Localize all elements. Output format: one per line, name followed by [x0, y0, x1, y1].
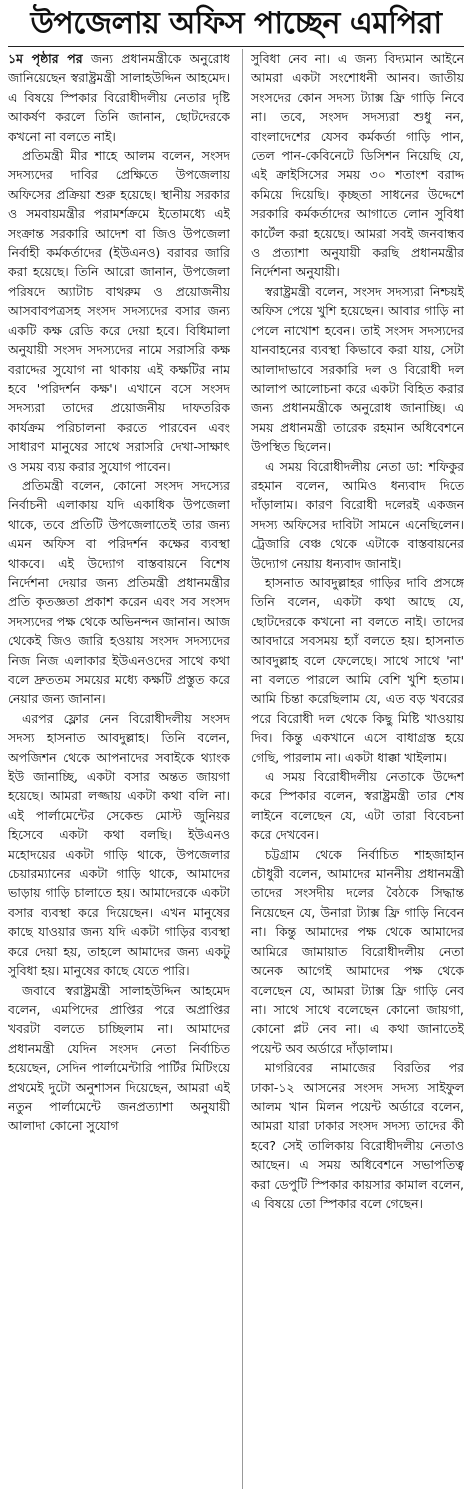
paragraph: এ সময় বিরোধীদলীয় নেতাকে উদ্দেশ করে স্পিকার বলেন, স্বরাষ্ট্রমন্ত্রী তার শেষ লাইনে বলেছেন যে, এটা তারা বিবেচনা করে দেখবেন।	[251, 769, 464, 843]
paragraph: স্বরাষ্ট্রমন্ত্রী বলেন, সংসদ সদস্যরা নিশ্চয়ই অফিস পেয়ে খুশি হয়েছেন। আবার গাড়ি না পেলে নাখোশ হবেন। তাই সংসদ সদস্যদের যানবাহনের ব্যবস্থা কিভাবে করা যায়, সেটা আলাদাভাবে সরকারি দল ও বিরোধী দল আলাপ আলোচনা করে একটা বিহিত করার জন্য প্রধানমন্ত্রীকে অনুরোধ জানাচ্ছি। এ সময় প্রধানমন্ত্রী তারেক রহমান অধিবেশনে উপস্থিত ছিলেন।	[251, 283, 464, 455]
paragraph: জবাবে স্বরাষ্ট্রমন্ত্রী সালাহউদ্দিন আহমেদ বলেন, এমপিদের প্রাপ্তির পরে অপ্রাপ্তির খবরটা বলতে চাচ্ছিলাম না। আমাদের প্রধানমন্ত্রী যেদিন সংসদ নেতা নির্বাচিত হয়েছেন, সেদিন পার্লামেন্টারি পার্টির মিটিংয়ে প্রথমেই দুটো অনুশাসন দিয়েছেন, আমরা এই নতুন পার্লামেন্টে জনপ্রত্যাশা অনুযায়ী আলাদা কোনো সুযোগ	[8, 982, 230, 1134]
column-left	[8, 49, 230, 1489]
headline: উপজেলায় অফিস পাচ্ছেন এমপিরা	[8, 4, 464, 47]
paragraph: মাগরিবের নামাজের বিরতির পর ঢাকা-১২ আসনের সংসদ সদস্য সাইফুল আলম খান মিলন পয়েন্ট অর্ডারে বলেন, আমরা যারা ঢাকার সংসদ সদস্য তাদের কী হবে? সেই তালিকায় বিরোধীদলীয় নেতাও আছেন। এ সময় অধিবেশনে সভাপতিত্ব করা ডেপুটি স্পিকার কায়সার কামাল বলেন, এ বিষয়ে তো স্পিকার বলে গেছেন।	[251, 1060, 464, 1211]
paragraph: প্রতিমন্ত্রী বলেন, কোনো সংসদ সদস্যের নির্বাচনী এলাকায় যদি একাধিক উপজেলা থাকে, তবে প্রতিটি উপজেলাতেই তার জন্য এমন অফিস বা পরিদর্শন কক্ষের ব্যবস্থা থাকবে। এই উদ্যোগ বাস্তবায়নে বিশেষ নির্দেশনা দেয়ার জন্য প্রতিমন্ত্রী প্রধানমন্ত্রীর প্রতি কৃতজ্ঞতা প্রকাশ করেন এবং সব সংসদ সদস্যদের পক্ষ থেকে অভিনন্দন জানান। আজ থেকেই জিও জারি হওয়ায় সংসদ সদস্যদের নিজ নিজ এলাকার ইউএনওদের সাথে কথা বলে দ্রুততম সময়ের মধ্যে কক্ষটি প্রস্তুত করে নেয়ার জন্য জানান।	[8, 477, 230, 707]
paragraph: এরপর ফ্লোর নেন বিরোধীদলীয় সংসদ সদস্য হাসনাত আবদুল্লাহ। তিনি বলেন, অপজিশন থেকে আপনাদের সবাইকে থ্যাংক ইউ জানাচ্ছি, একটা বসার অন্তত জায়গা হয়েছে। আমরা লজ্জায় একটা কথা বলি না। এই পার্লামেন্টের সেকেন্ড মোস্ট জুনিয়র হিসেবে একটা কথা বলছি। ইউএনও মহোদয়ের একটা গাড়ি থাকে, উপজেলার চেয়ারম্যানের একটা গাড়ি থাকে, আমাদের ভাড়ায় গাড়ি চালাতে হয়। আমাদেরকে একটা বসার ব্যবস্থা করে দিয়েছেন। এখন মানুষের কাছে যাওয়ার জন্য যদি একটা গাড়ির ব্যবস্থা করে দেয়া হয়, তাহলে আমাদের জন্য একটু সুবিধা হয়। মানুষের কাছে যেতে পারি।	[8, 710, 230, 979]
paragraph	[8, 49, 230, 146]
paragraph: এ সময় বিরোধীদলীয় নেতা ডা: শফিকুর রহমান বলেন, আমিও ধন্যবাদ দিতে দাঁড়ালাম। কারণ বিরোধী দলেরই একজন সদস্য অফিসের দাবিটা সামনে এনেছিলেন। ট্রেজারি বেঞ্চ থেকে এটাকে বাস্তবায়নের উদ্যোগ নেয়ায় ধন্যবাদ জানাই।	[251, 458, 464, 571]
paragraph-text: জন্য প্রধানমন্ত্রীকে অনুরোধ জানিয়েছেন স্বরাষ্ট্রমন্ত্রী সালাহউদ্দিন আহমেদ। এ বিষয়ে স্পিকার বিরোধীদলীয় নেতার দৃষ্টি আকর্ষণ করলে তিনি জানান, ছোটদেরকে কখনো না বলতে নাই।	[8, 51, 230, 144]
paragraph: হাসনাত আবদুল্লাহর গাড়ির দাবি প্রসঙ্গে তিনি বলেন, একটা কথা আছে যে, ছোটদেরকে কখনো না বলতে নাই। তাদের আবদারে সবসময় হ্যাঁ বলতে হয়। হাসনাত আবদুল্লাহ বলে ফেলেছে। সাথে সাথে 'না' না বলতে পারলে আমি বেশি খুশি হতাম। আমি চিন্তা করেছিলাম যে, এত বড় খবরের পরে বিরোধী দল থেকে কিছু মিষ্টি খাওয়ায় দিব। কিন্তু একখানে এসে বাধাগ্রস্ত হয়ে গেছি, পারলাম না। একটা ধাক্কা খাইলাম।	[251, 574, 464, 765]
paragraph: চট্টগ্রাম থেকে নির্বাচিত শাহজাহান চৌধুরী বলেন, আমাদের মাননীয় প্রধানমন্ত্রী তাদের সংসদীয় দলের বৈঠকে সিদ্ধান্ত নিয়েছেন যে, উনারা ট্যাক্স ফ্রি গাড়ি নিবেন না। কিন্তু আমাদের পক্ষ থেকে আমাদের আমিরে জামায়াত বিরোধীদলীয় নেতা অনেক আগেই আমাদের পক্ষ থেকে বলেছেন যে, আমরা ট্যাক্স ফ্রি গাড়ি নেব না। সাথে সাথে বলেছেন কোনো জায়গা, কোনো প্লট নেব না। এ কথা জানাতেই পয়েন্ট অব অর্ডারে দাঁড়ালাম।	[251, 846, 464, 1056]
paragraph: প্রতিমন্ত্রী মীর শাহে আলম বলেন, সংসদ সদস্যদের দাবির প্রেক্ষিতে উপজেলায় অফিসের প্রক্রিয়া শুরু হয়েছে। স্থানীয় সরকার ও সমবায়মন্ত্রীর পরামর্শক্রমে ইতোমধ্যে এই সংক্রান্ত সরকারি আদেশ বা জিও উপজেলা নির্বাহী কর্মকর্তাদের (ইউএনও) বরাবর জারি করা হয়েছে। তিনি আরো জানান, উপজেলা পরিষদে অ্যাটাচ বাথরুম ও প্রয়োজনীয় আসবাবপত্রসহ সংসদ সদস্যদের বসার জন্য একটি কক্ষ রেডি করে দেয়া হবে। বিধিমালা অনুযায়ী সংসদ সদস্যদের নামে সরাসরি কক্ষ বরাদ্দের সুযোগ না থাকায় এই কক্ষটির নাম হবে 'পরিদর্শন কক্ষ'। এখানে বসে সংসদ সদস্যরা তাদের প্রয়োজনীয় দাফতরিক কার্যক্রম পরিচালনা করতে পারবেন এবং সাধারণ মানুষের সাথে সরাসরি দেখা-সাক্ষাৎ ও সময় ব্যয় করার সুযোগ পাবেন।	[8, 148, 230, 474]
newspaper-clipping	[0, 4, 472, 1500]
paragraph: সুবিধা নেব না। এ জন্য বিদ্যমান আইনে আমরা একটা সংশোধনী আনব। জাতীয় সংসদের কোন সদস্য ট্যাক্স ফ্রি গাড়ি নিবে না। তবে, সংসদ সদস্যরা শুধু নন, বাংলাদেশের যেসব কর্মকর্তা গাড়ি পান, তেল পান-কেবিনেটে ডিসিশন নিয়েছি যে, এই ক্রাইসিসের সময় ৩০ শতাংশ বরাদ্দ কমিয়ে দিয়েছি। কৃচ্ছতা সাধনের উদ্দেশে সরকারি কর্মকর্তাদের আগাতে লোন সুবিধা কার্টেল করা হয়েছে। আমরা সবই জনবান্ধব ও প্রত্যাশা অনুযায়ী করছি প্রধানমন্ত্রীর নির্দেশনা অনুযায়ী।	[251, 51, 464, 280]
continuation-label: ১ম পৃষ্ঠার পর	[8, 51, 83, 66]
column-right	[242, 49, 464, 1489]
article-body	[8, 49, 464, 1489]
